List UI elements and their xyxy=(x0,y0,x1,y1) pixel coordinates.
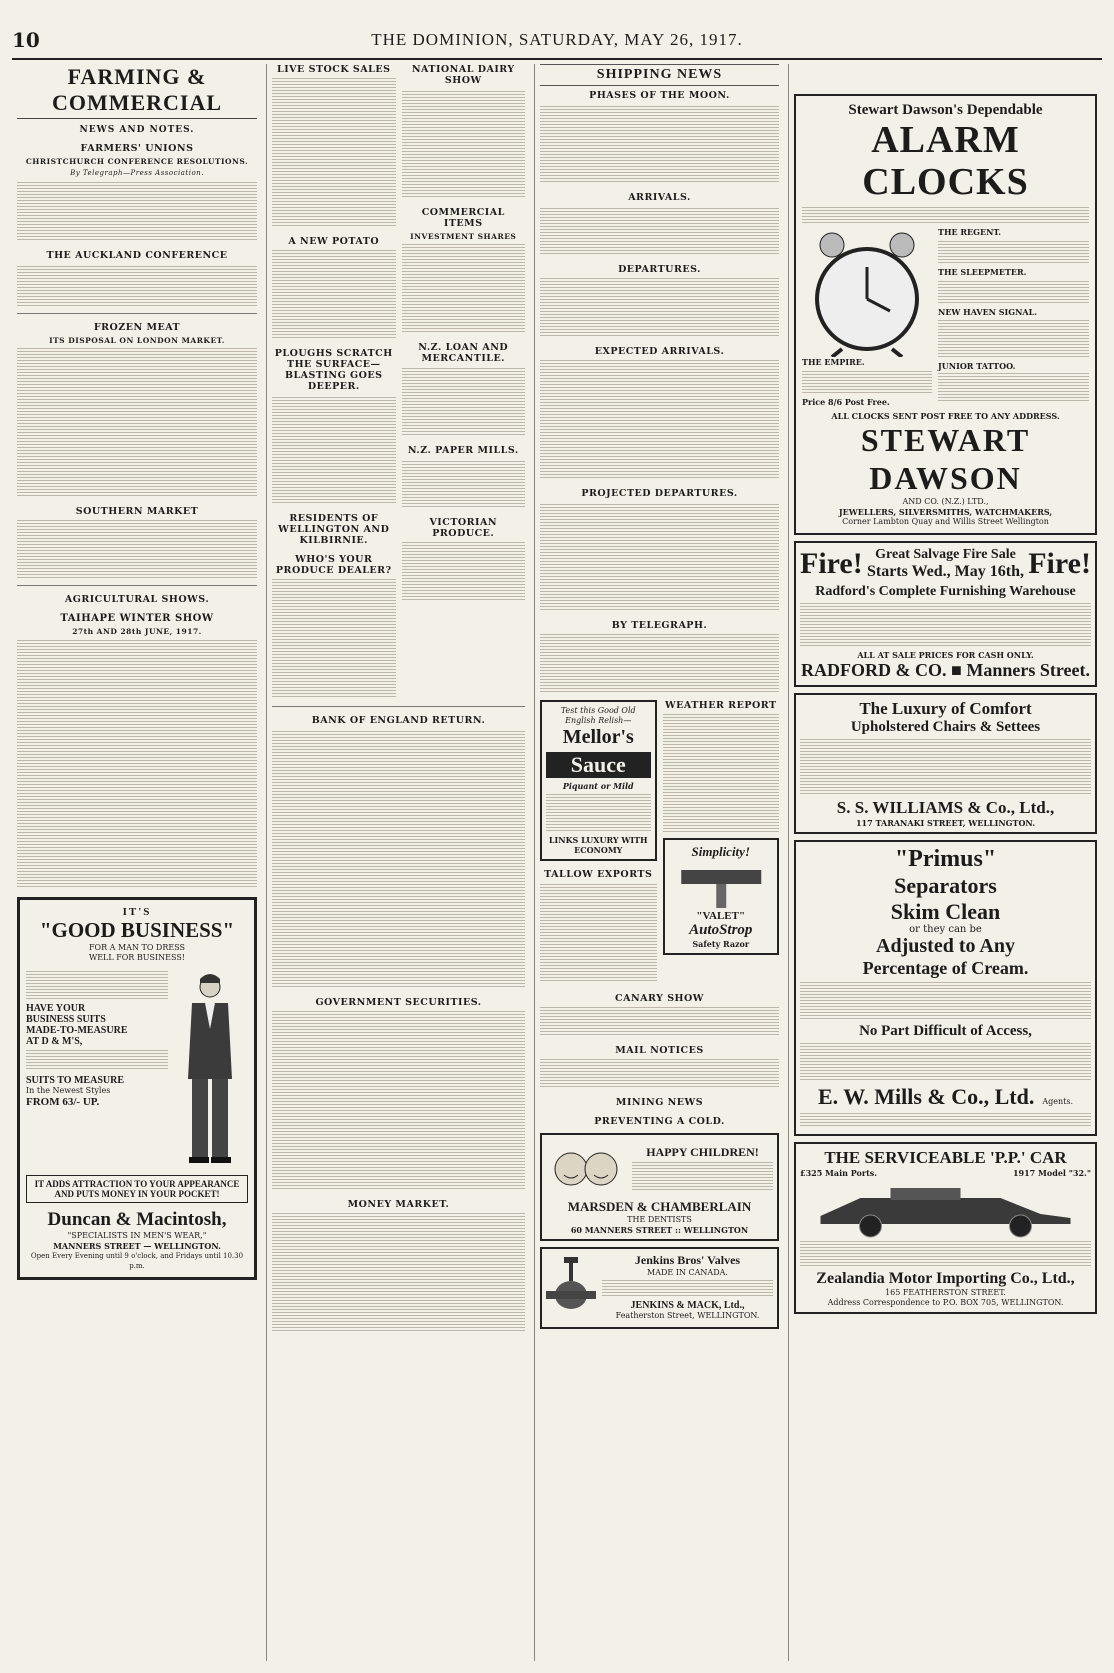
divider xyxy=(17,313,257,314)
pp-car-title: THE SERVICEABLE 'P.P.' CAR xyxy=(824,1148,1067,1167)
mills-company: E. W. Mills & Co., Ltd. xyxy=(817,1084,1035,1109)
departures-heading: DEPARTURES. xyxy=(618,264,701,275)
pp-car-ad xyxy=(794,1142,1097,1314)
mellors-sauce-ad xyxy=(540,700,657,985)
ad-attraction-slogan: IT ADDS ATTRACTION TO YOUR APPEARANCE AND PUTS MONEY IN YOUR POCKET! xyxy=(26,1175,248,1203)
column-advertisements xyxy=(788,64,1102,1661)
jenkins-made-in: MADE IN CANADA. xyxy=(647,1268,728,1277)
ad-good-business-title: "GOOD BUSINESS" xyxy=(39,918,235,942)
ad-body-text xyxy=(802,205,1089,225)
fire-sale-starts: Starts Wed., May 16th, xyxy=(866,563,1025,580)
auckland-conference-heading: THE AUCKLAND CONFERENCE xyxy=(46,250,228,261)
ad-body-text xyxy=(632,1162,773,1192)
divider xyxy=(17,585,257,586)
new-potato-heading: A NEW POTATO xyxy=(288,236,380,247)
mellors-sauce: Sauce xyxy=(546,752,651,778)
residents-heading: RESIDENTS OF WELLINGTON AND KILBIRNIE. xyxy=(278,513,390,546)
masthead xyxy=(12,28,1102,60)
mining-news-heading: MINING NEWS xyxy=(615,1097,704,1108)
mills-agents: Agents. xyxy=(1042,1097,1074,1106)
column-farming xyxy=(12,64,262,1661)
primus-brand: "Primus" xyxy=(894,846,997,872)
primus-adjusted: Adjusted to Any xyxy=(876,935,1015,957)
ad-business-suits: BUSINESS SUITS xyxy=(26,1014,106,1025)
weather-report-heading: WEATHER REPORT xyxy=(664,700,777,711)
article-text-block xyxy=(272,1213,525,1333)
children-illustration xyxy=(546,1139,626,1199)
article-text-block xyxy=(402,367,526,437)
jenkins-valves-ad xyxy=(540,1247,779,1329)
arrivals-heading: ARRIVALS. xyxy=(628,192,691,203)
car-illustration xyxy=(800,1178,1091,1238)
williams-address: 117 TARANAKI STREET, WELLINGTON. xyxy=(855,818,1035,828)
sd-junior-tattoo: JUNIOR TATTOO. xyxy=(938,361,1016,371)
masthead-title: THE DOMINION, SATURDAY, MAY 26, 1917. xyxy=(371,30,743,49)
ad-body-text xyxy=(938,239,1089,265)
sd-post-free: ALL CLOCKS SENT POST FREE TO ANY ADDRESS. xyxy=(831,411,1060,421)
marsden-chamberlain-ad xyxy=(540,1133,779,1241)
primus-skim-clean: Skim Clean xyxy=(890,899,1001,924)
canary-show-heading: CANARY SHOW xyxy=(615,993,704,1004)
sd-stewart-dawson: STEWART DAWSON xyxy=(860,422,1031,496)
stewart-dawson-ad xyxy=(794,94,1097,535)
taihape-show-dates: 27th AND 28th JUNE, 1917. xyxy=(72,627,202,636)
tallow-exports-heading: TALLOW EXPORTS xyxy=(544,869,653,880)
fire-word-right: Fire! xyxy=(1028,547,1091,580)
mail-notices-heading: MAIL NOTICES xyxy=(615,1045,704,1056)
article-text-block xyxy=(402,542,526,602)
article-text-block xyxy=(17,520,257,580)
ad-duncan-macintosh: Duncan & Macintosh, xyxy=(47,1209,227,1230)
autostrop-safety-razor: Safety Razor xyxy=(692,939,750,949)
article-text-block xyxy=(272,250,396,340)
tide-table xyxy=(540,104,779,184)
pp-car-model: 1917 Model "32." xyxy=(1012,1168,1091,1178)
farming-commercial-title: FARMING & COMMERCIAL xyxy=(17,64,257,119)
ad-dress-line: FOR A MAN TO DRESS xyxy=(88,943,186,952)
column-shipping xyxy=(534,64,784,1661)
jenkins-mack: JENKINS & MACK, Ltd., xyxy=(630,1300,745,1311)
autostrop-ad xyxy=(663,838,780,955)
nz-loan-heading: N.Z. LOAN AND MERCANTILE. xyxy=(418,342,509,364)
radford-fire-sale-ad xyxy=(794,541,1097,687)
dairy-show-heading: NATIONAL DAIRY SHOW xyxy=(411,64,515,86)
williams-upholstery-ad xyxy=(794,693,1097,834)
marsden-address: 60 MANNERS STREET :: WELLINGTON xyxy=(570,1225,749,1235)
ad-have-your: HAVE YOUR xyxy=(26,1003,86,1014)
article-text-block xyxy=(272,78,396,228)
sd-heading: Stewart Dawson's Dependable xyxy=(848,102,1043,118)
primus-separators: Separators xyxy=(894,873,997,898)
money-market-heading: MONEY MARKET. xyxy=(347,1199,450,1210)
ad-business-line: WELL FOR BUSINESS! xyxy=(88,953,186,962)
by-telegraph-heading: BY TELEGRAPH. xyxy=(611,620,708,631)
ad-hours: Open Every Evening until 9 o'clock, and Fridays until 10.30 p.m. xyxy=(30,1252,244,1270)
ad-newest-styles: In the Newest Styles xyxy=(26,1086,111,1095)
page-number: 10 xyxy=(12,28,40,52)
radford-manners-street: RADFORD & CO. ■ Manners Street. xyxy=(801,660,1090,680)
zealandia-address: 165 FEATHERSTON STREET. xyxy=(885,1288,1006,1297)
live-stock-sales-heading: LIVE STOCK SALES xyxy=(277,64,391,75)
weather-text xyxy=(663,714,780,834)
suited-man-illustration xyxy=(172,969,248,1169)
ad-suits-to-measure: SUITS TO MEASURE xyxy=(26,1075,124,1086)
show-notices-text xyxy=(17,639,257,889)
preventing-cold-heading: PREVENTING A COLD. xyxy=(594,1116,725,1127)
ad-body-text xyxy=(938,319,1089,359)
jenkins-heading: Jenkins Bros' Valves xyxy=(634,1253,741,1267)
article-text-block xyxy=(402,459,526,509)
frozen-meat-heading: FROZEN MEAT xyxy=(93,322,181,333)
primus-separator-ad xyxy=(794,840,1097,1136)
chch-conference-heading: CHRISTCHURCH CONFERENCE RESOLUTIONS. xyxy=(25,157,249,166)
ad-at-dm: AT D & M'S, xyxy=(26,1036,83,1047)
divider xyxy=(272,706,525,707)
ad-body-text xyxy=(800,602,1091,648)
primus-no-part: No Part Difficult of Access, xyxy=(859,1023,1032,1039)
fire-word-left: Fire! xyxy=(800,547,863,580)
mellors-brand: Mellor's xyxy=(562,726,634,748)
frozen-meat-subheading: ITS DISPOSAL ON LONDON MARKET. xyxy=(49,336,225,345)
ad-body-text xyxy=(26,1049,168,1071)
ad-body-text xyxy=(800,1042,1091,1082)
commercial-items-heading: COMMERCIAL ITEMS xyxy=(421,207,505,229)
sd-regent: THE REGENT. xyxy=(938,227,1002,237)
sd-alarm-clocks: ALARM CLOCKS xyxy=(862,119,1029,203)
projected-departures-heading: PROJECTED DEPARTURES. xyxy=(581,488,738,499)
news-notes-subtitle: NEWS AND NOTES. xyxy=(79,125,195,135)
weather-and-razor xyxy=(663,700,780,985)
securities-table xyxy=(272,1011,525,1191)
agricultural-shows-heading: AGRICULTURAL SHOWS. xyxy=(64,594,210,605)
government-securities-heading: GOVERNMENT SECURITIES. xyxy=(315,997,482,1008)
farmers-unions-heading: FARMERS' UNIONS xyxy=(80,143,194,154)
williams-name: S. S. WILLIAMS & Co., Ltd., xyxy=(836,798,1055,817)
column-markets xyxy=(266,64,530,1661)
sd-empire: THE EMPIRE. xyxy=(802,357,865,367)
expected-arrivals-list xyxy=(540,360,779,480)
valve-illustration xyxy=(546,1253,596,1323)
ad-specialists: "SPECIALISTS IN MEN'S WEAR," xyxy=(67,1231,207,1240)
ploughs-heading: PLOUGHS SCRATCH THE SURFACE—BLASTING GOES DEEPER. xyxy=(274,348,393,392)
article-text-block xyxy=(17,264,257,308)
jenkins-address: Featherston Street, WELLINGTON. xyxy=(615,1311,760,1320)
paper-mills-heading: N.Z. PAPER MILLS. xyxy=(407,445,519,456)
investment-shares-heading: INVESTMENT SHARES xyxy=(410,232,517,241)
luxury-comfort-heading: The Luxury of Comfort xyxy=(859,699,1032,718)
ad-body-text xyxy=(26,971,168,1001)
sd-trades: JEWELLERS, SILVERSMITHS, WATCHMAKERS, xyxy=(838,507,1053,517)
primus-percentage: Percentage of Cream. xyxy=(862,958,1029,978)
sd-company: AND CO. (N.Z.) LTD., xyxy=(902,497,989,506)
autostrop-brand: AutoStrop xyxy=(689,922,753,938)
article-text-block xyxy=(540,1007,779,1037)
departures-list xyxy=(540,278,779,338)
press-byline: By Telegraph—Press Association. xyxy=(70,169,204,177)
ad-body-text xyxy=(800,1240,1091,1268)
ad-body-text xyxy=(800,1112,1091,1128)
produce-dealer-heading: WHO'S YOUR PRODUCE DEALER? xyxy=(275,554,392,576)
zealandia-correspondence: Address Correspondence to P.O. BOX 705, WELLINGTON. xyxy=(827,1298,1064,1307)
mellors-links-luxury: LINKS LUXURY WITH ECONOMY xyxy=(548,835,648,855)
marsden-chamberlain-name: MARSDEN & CHAMBERLAIN xyxy=(567,1199,752,1214)
sd-clocks-illustration xyxy=(802,227,932,407)
ad-made-to-measure: MADE-TO-MEASURE xyxy=(26,1025,128,1036)
primus-or: or they can be xyxy=(909,924,982,935)
article-text-block xyxy=(402,89,526,199)
arrivals-list xyxy=(540,206,779,256)
tallow-table xyxy=(540,883,657,983)
bank-of-england-heading: BANK OF ENGLAND RETURN. xyxy=(311,715,486,726)
ad-price-from: FROM 63/- UP. xyxy=(26,1096,100,1108)
radford-warehouse: Radford's Complete Furnishing Warehouse xyxy=(815,584,1076,599)
article-text-block xyxy=(540,634,779,694)
zealandia-name: Zealandia Motor Importing Co., Ltd., xyxy=(816,1270,1075,1287)
shares-table xyxy=(402,244,526,334)
sd-new-haven: NEW HAVEN SIGNAL. xyxy=(938,307,1038,317)
southern-market-heading: SOUTHERN MARKET xyxy=(75,506,199,517)
ad-body-text xyxy=(602,1280,773,1298)
happy-children-heading: HAPPY CHILDREN! xyxy=(646,1144,759,1159)
ad-kicker: IT'S xyxy=(122,906,152,918)
moon-phases-heading: PHASES OF THE MOON. xyxy=(589,90,730,101)
upholstered-chairs: Upholstered Chairs & Settees xyxy=(850,719,1041,735)
ad-body-text xyxy=(546,793,651,833)
razor-illustration xyxy=(669,860,774,910)
article-text-block xyxy=(272,395,396,505)
ad-body-text xyxy=(800,738,1091,796)
sd-price: Price 8/6 Post Free. xyxy=(802,397,890,407)
autostrop-simplicity: Simplicity! xyxy=(691,844,750,859)
marsden-the-dentists: THE DENTISTS xyxy=(627,1215,692,1224)
mellors-head: Test this Good Old English Relish— xyxy=(560,706,636,725)
article-text-block xyxy=(272,579,396,699)
fire-sale-cash: ALL AT SALE PRICES FOR CASH ONLY. xyxy=(857,650,1034,660)
projected-departures-list xyxy=(540,502,779,612)
victorian-produce-heading: VICTORIAN PRODUCE. xyxy=(429,517,498,539)
mellors-tagline: Piquant or Mild xyxy=(562,781,634,791)
article-text-block xyxy=(17,180,257,242)
article-text-block xyxy=(540,1059,779,1089)
ad-address: MANNERS STREET — WELLINGTON. xyxy=(53,1241,221,1251)
ad-body-text xyxy=(938,373,1089,403)
fire-sale-heading: Great Salvage Fire Sale xyxy=(875,547,1016,562)
ad-body-text xyxy=(802,369,932,395)
ad-body-text xyxy=(800,981,1091,1021)
sd-address: Corner Lambton Quay and Willis Street Wellington xyxy=(842,517,1049,526)
autostrop-valet: "VALET" xyxy=(696,910,746,922)
bank-return-table xyxy=(272,729,525,989)
taihape-show-heading: TAIHAPE WINTER SHOW xyxy=(60,613,214,624)
expected-arrivals-heading: EXPECTED ARRIVALS. xyxy=(594,346,725,357)
article-text-block xyxy=(17,348,257,498)
sd-sleepmeter: THE SLEEPMETER. xyxy=(938,267,1027,277)
ad-body-text xyxy=(938,279,1089,305)
shipping-news-title: SHIPPING NEWS xyxy=(540,64,779,86)
duncan-macintosh-ad xyxy=(17,897,257,1280)
pp-car-price: £325 Main Ports. xyxy=(800,1168,878,1178)
